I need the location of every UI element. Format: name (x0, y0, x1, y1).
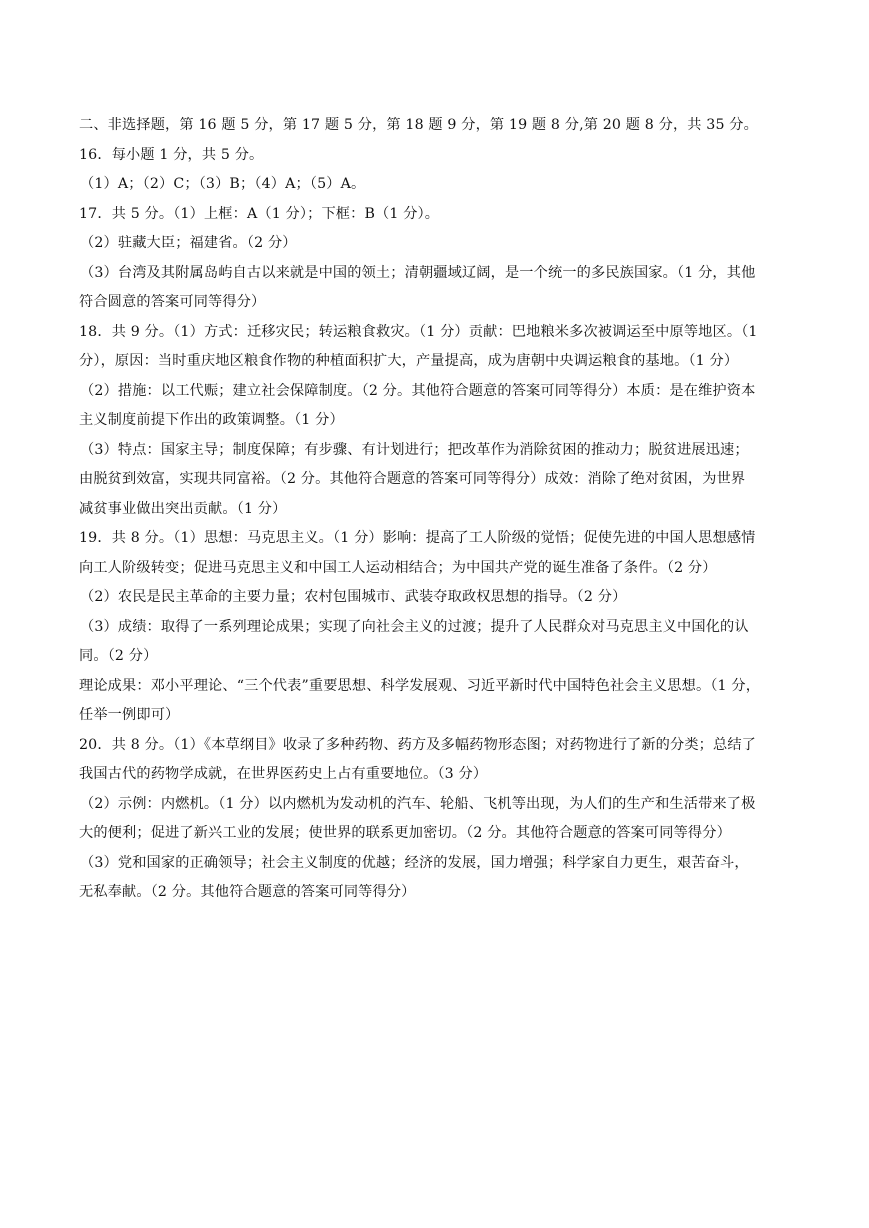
q19-part2: （2）农民是民主革命的主要力量；农村包围城市、武装夺取政权思想的指导。（2 分） (80, 589, 627, 605)
q19-part3-line1: （3）成绩：取得了一系列理论成果；实现了向社会主义的过渡；提升了人民群众对马克思主义中国化的认 (80, 618, 749, 635)
q20-part1-line2: 我国古代的药物学成就，在世界医药史上占有重要地位。（3 分） (79, 766, 488, 782)
q18-part3-line3: 减贫事业做出突出贡献。（1 分） (79, 500, 287, 517)
q17-part2: （2）驻藏大臣；福建省。（2 分） (80, 235, 297, 251)
q17-part1: 17．共 5 分。（1）上框：A（1 分）；下框：B（1 分）。 (79, 205, 440, 222)
q18-part3-line1: （3）特点：国家主导；制度保障；有步骤、有计划进行；把改革作为消除贫困的推动力；脱贫进展迅速； (80, 441, 749, 458)
q19-theory-line2: 任举一例即可） (79, 707, 180, 723)
q18-part2-line2: 主义制度前提下作出的政策调整。（1 分） (79, 412, 344, 428)
q19-part3-line2: 同。（2 分） (79, 648, 158, 664)
q17-part3-line1: （3）台湾及其附属岛屿自古以来就是中国的领土；清朝疆域辽阔，是一个统一的多民族国家。（1 分，其他 (80, 264, 756, 281)
q18-part2-line1: （2）措施：以工代赈；建立社会保障制度。（2 分。其他符合题意的答案可同等得分）本质：是在维护资本 (80, 382, 756, 399)
q16-answers: （1）A；（2）C；（3）B；（4）A；（5）A。 (80, 176, 366, 192)
q20-part2-line1: （2）示例：内燃机。（1 分）以内燃机为发动机的汽车、轮船、飞机等出现，为人们的生产和生活带来了极 (80, 795, 756, 812)
q18-part3-line2: 由脱贫到效富，实现共同富裕。（2 分。其他符合题意的答案可同等得分）成效：消除了绝对贫困，为世界 (79, 471, 746, 487)
q20-part1-line1: 20．共 8 分。（1）《本草纲目》收录了多种药物、药方及多幅药物形态图；对药物进行了新的分类；总结了 (79, 736, 757, 753)
q16-heading: 16．每小题 1 分，共 5 分。 (79, 146, 264, 163)
q17-part3-line2: 符合圆意的答案可同等得分） (79, 294, 266, 310)
q20-part3-line2: 无私奉献。（2 分。其他符合题意的答案可同等得分） (79, 884, 416, 900)
section-heading: 二、非选择题，第 16 题 5 分，第 17 题 5 分，第 18 题 9 分，第 19 题 8 分,第 20 题 8 分，共 35 分。 (79, 117, 758, 133)
q19-part1-line2: 向工人阶级转变；促进马克思主义和中国工人运动相结合；为中国共产党的诞生准备了条件。（2 分） (79, 559, 717, 576)
q20-part3-line1: （3）党和国家的正确领导；社会主义制度的优越；经济的发展，国力增强；科学家自力更生，艰苦奋斗， (80, 854, 749, 871)
q20-part2-line2: 大的便利；促进了新兴工业的发展；使世界的联系更加密切。（2 分。其他符合题意的答案可同等得分） (79, 825, 731, 841)
q18-part1-line1: 18．共 9 分。（1）方式：迁移灾民；转运粮食救灾。（1 分）贡献：巴地粮米多次被调运至中原等地区。（1 (79, 323, 758, 340)
q19-part1-line1: 19．共 8 分。（1）思想：马克思主义。（1 分）影响：提高了工人阶级的觉悟；促使先进的中国人思想感情 (79, 530, 756, 546)
q19-theory-line1: 理论成果：邓小平理论、“三个代表”重要思想、科学发展观、习近平新时代中国特色社会主义思想。（1 分， (79, 677, 761, 694)
answer-key-body (79, 111, 801, 908)
q18-part1-line2: 分），原因：当时重庆地区粮食作物的种植面积扩大，产量提高，成为唐朝中央调运粮食的基地。（1 分） (79, 353, 739, 369)
